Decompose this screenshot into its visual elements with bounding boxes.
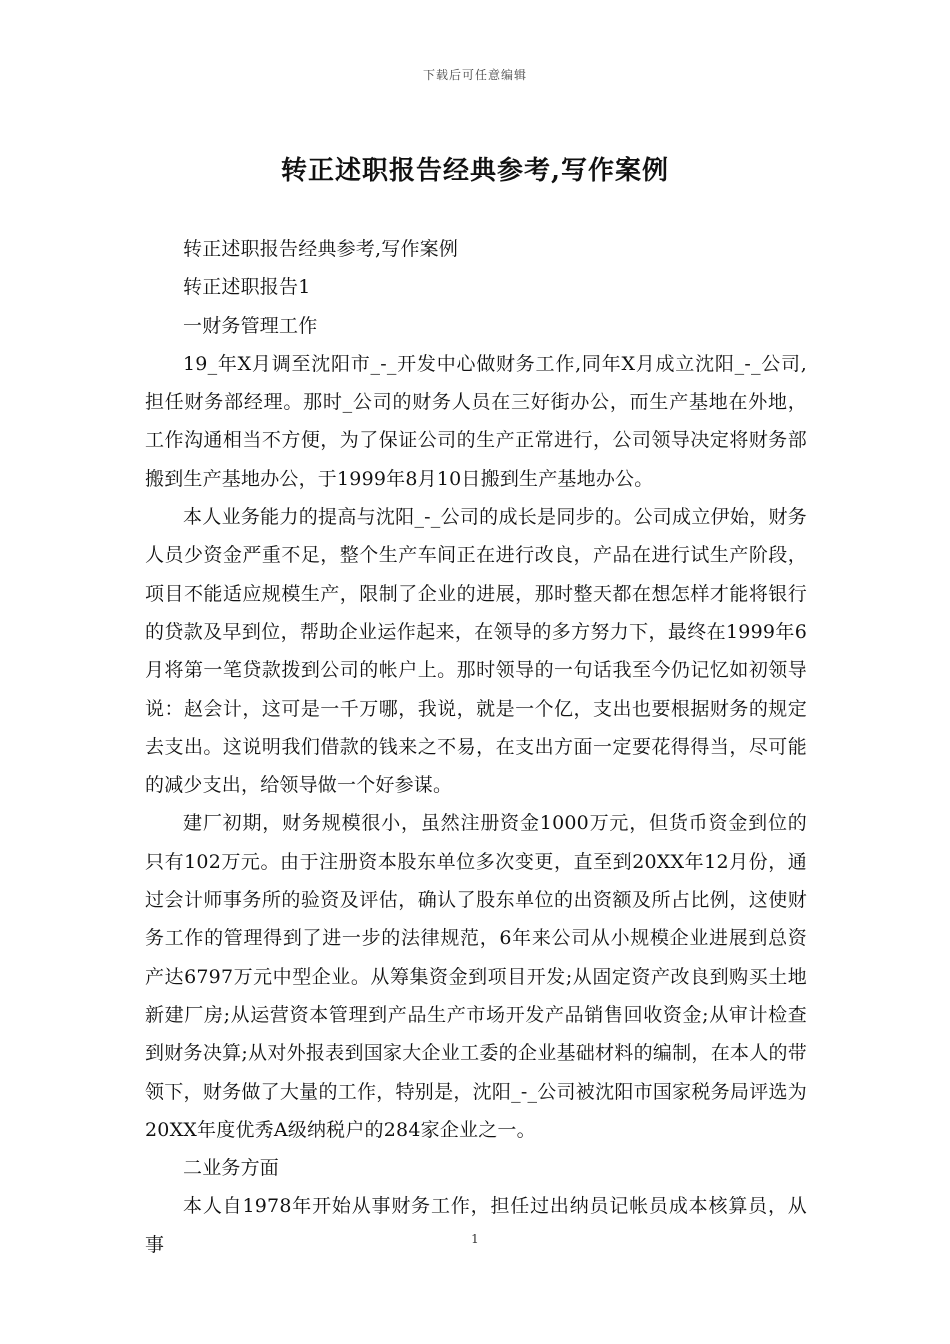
paragraph-body: 本人业务能力的提高与沈阳_-_公司的成长是同步的。公司成立伊始，财务人员少资金严重不足，整个生产车间正在进行改良，产品在进行试生产阶段，项目不能适应规模生产，限制了企业的进展，那时整天都在想怎样才能将银行的贷款及早到位，帮助企业运作起来，在领导的多方努力下，最终在1999年6月将第一笔贷款拨到公司的帐户上。那时领导的一句话我至今仍记忆如初领导说：赵会计，这可是一千万哪，我说，就是一个亿，支出也要根据财务的规定去支出。这说明我们借款的钱来之不易，在支出方面一定要花得得当，尽可能的减少支出，给领导做一个好参谋。 [145,506,807,797]
paragraph-subtitle: 转正述职报告经典参考,写作案例 [183,238,459,260]
header-note: 下载后可任意编辑 [422,68,527,82]
paragraph-body: 建厂初期，财务规模很小，虽然注册资金1000万元，但货币资金到位的只有102万元。由于注册资本股东单位多次变更，直至到20XX年12月份，通过会计师事务所的验资及评估，确认了股东单位的出资额及所占比例，这使财务工作的管理得到了进一步的法律规范，6年来公司从小规模企业进展到总资产达6797万元中型企业。从筹集资金到项目开发;从固定资产改良到购买土地新建厂房;从运营资本管理到产品生产市场开发产品销售回收资金;从审计检查到财务决算;从对外报表到国家大企业工委的企业基础材料的编制，在本人的带领下，财务做了大量的工作，特别是，沈阳_-_公司被沈阳市国家税务局评选为20XX年度优秀A级纳税户的284家企业之一。 [145,812,807,1141]
page-number: 1 [471,1232,479,1246]
document-body [145,230,807,1264]
paragraph-section-heading-business: 二业务方面 [183,1157,280,1180]
document-title: 转正述职报告经典参考,写作案例 [280,156,670,186]
paragraph-report-heading: 转正述职报告1 [183,276,311,299]
paragraph-body: 19_年X月调至沈阳市_-_开发中心做财务工作,同年X月成立沈阳_-_公司,担任财务部经理。那时_公司的财务人员在三好街办公，而生产基地在外地，工作沟通相当不方便，为了保证公司的生产正常进行，公司领导决定将财务部搬到生产基地办公，于1999年8月10日搬到生产基地办公。 [145,352,807,490]
paragraph-section-heading-finance: 一财务管理工作 [183,314,318,337]
paragraph-body: 本人自1978年开始从事财务工作，担任过出纳员记帐员成本核算员，从事 [145,1195,807,1256]
